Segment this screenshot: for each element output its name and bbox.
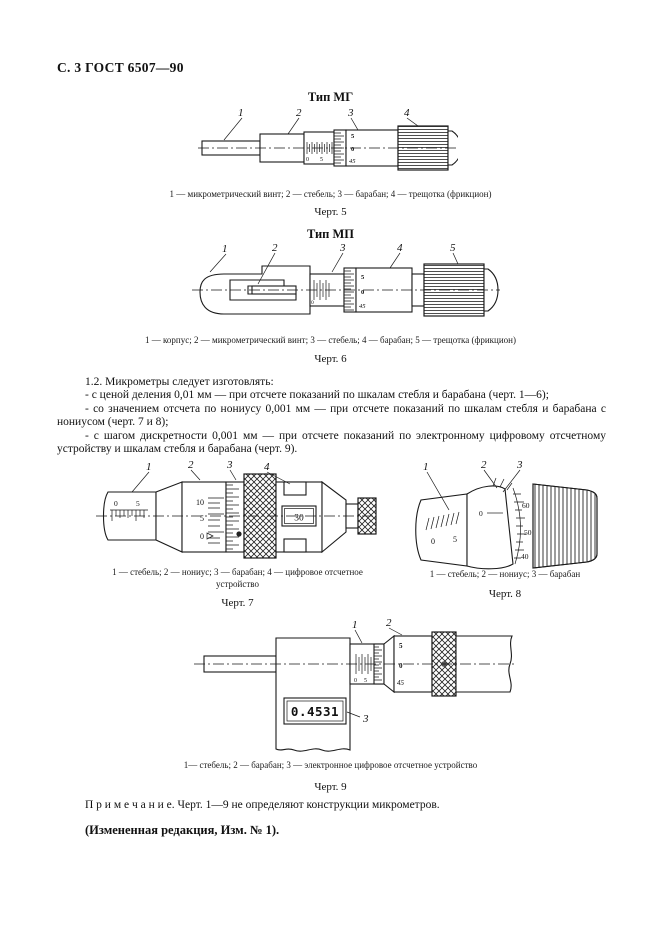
fig5-callout-4: 4 (404, 107, 410, 119)
fig7-label: Черт. 7 (221, 597, 254, 609)
fig7-cone-right (322, 482, 346, 552)
fig8-rim-zero: 0 (479, 509, 483, 518)
fig5-callout-1: 1 (238, 107, 244, 119)
fig6-label: Черт. 6 (314, 353, 347, 365)
fig5-callout-3: 3 (348, 107, 354, 119)
fig6-callout-3: 3 (340, 242, 346, 254)
fig6-caption: 1 — корпус; 2 — микрометрический винт; 3 — стебель; 4 — барабан; 5 — трещотка (фрикцион) (145, 335, 516, 345)
fig5-barrel-45: 45 (349, 158, 356, 165)
clause-item-2: - со значением отсчета по нониусу 0,001 мм — при отсчете показаний по шкалам стебля и барабана с нониусом (черт. 7 и 8); (57, 402, 606, 429)
fig8-stem (416, 494, 467, 566)
fig7-stem-zero: 0 (114, 499, 118, 508)
fig8-rim-60: 60 (522, 501, 530, 510)
note-text: П р и м е ч а н и е. Черт. 1—9 не определяют конструкции микрометров. (85, 799, 440, 811)
fig7-drawing (92, 458, 377, 566)
fig7-stem-five: 5 (136, 499, 140, 508)
fig6-stem-zero: 0 (311, 300, 314, 306)
fig5-barrel-5: 5 (351, 133, 355, 140)
fig9-display-value: 0.4531 (290, 704, 340, 719)
fig7-callout-1: 1 (146, 461, 152, 473)
fig9-housing (276, 638, 350, 751)
fig7-vernier-0: 0 (200, 532, 204, 541)
fig8-callout-3: 3 (517, 459, 523, 471)
fig6-drawing (192, 240, 502, 334)
fig7-cone (156, 482, 182, 552)
clause-item-3: - с шагом дискретности 0,001 мм — при отсчете показаний по электронному цифровому отсчетному устройству и шкалам стебля и барабана (черт. 9). (57, 429, 606, 456)
fig8-rim-40: 40 (521, 552, 529, 561)
fig8-caption: 1 — стебель; 2 — нониус; 3 — барабан (429, 569, 581, 579)
fig9-stem-five: 5 (364, 678, 367, 684)
fig6-callout-1: 1 (222, 243, 228, 255)
fig8-stem-five: 5 (453, 535, 457, 544)
fig8-callout-1: 1 (423, 461, 429, 473)
fig9-label: Черт. 9 (314, 781, 347, 793)
fig9-drawing (190, 616, 520, 756)
amendment-text: (Измененная редакция, Изм. № 1). (85, 823, 280, 837)
fig6-callout-2: 2 (272, 242, 278, 254)
fig8-vernier-disc (467, 486, 513, 569)
fig7-callout-4: 4 (264, 461, 270, 473)
fig5-callout-2: 2 (296, 107, 302, 119)
fig6-barrel-45: 45 (359, 303, 366, 310)
fig7-notch-top (284, 482, 306, 495)
fig9-barrel-45: 45 (397, 679, 404, 687)
fig9-barrel-0: 0 (399, 662, 403, 670)
fig7-callout-2: 2 (188, 459, 194, 471)
fig6-callout-4: 4 (397, 242, 403, 254)
fig6-barrel-0: 0 (361, 289, 365, 296)
fig5-title: Тип МГ (307, 90, 354, 104)
fig7-barrel-dot (236, 531, 241, 536)
fig7-counter-value: 30 (294, 513, 304, 524)
fig6-barrel-5: 5 (361, 274, 365, 281)
fig9-stem-zero: 0 (354, 678, 357, 684)
fig6-callout-5: 5 (450, 242, 456, 254)
fig8-drawing (405, 458, 605, 574)
fig8-drum-knurl (533, 484, 597, 568)
fig7-vernier-5: 5 (200, 514, 204, 523)
fig7-notch-bottom (284, 539, 306, 552)
fig7-caption: 1 — стебель; 2 — нониус; 3 — барабан; 4 — цифровое отсчетное устройство (112, 567, 363, 589)
fig5-label: Черт. 5 (314, 206, 347, 218)
page-header: С. 3 ГОСТ 6507—90 (57, 60, 184, 75)
fig5-stem-zero: 0 (306, 157, 309, 163)
fig5-barrel-0: 0 (351, 146, 355, 153)
fig9-caption: 1— стебель; 2 — барабан; 3 — электронное цифровое отсчетное устройство (183, 760, 478, 770)
fig9-barrel-5: 5 (399, 642, 403, 650)
fig5-caption: 1 — микрометрический винт; 2 — стебель; 3 — барабан; 4 — трещотка (фрикцион) (169, 189, 492, 199)
fig6-title: Тип МП (306, 227, 355, 241)
fig9-callout-1: 1 (352, 619, 358, 631)
fig7-vernier-10: 10 (196, 498, 204, 507)
clause-intro: 1.2. Микрометры следует изготовлять: (85, 376, 274, 388)
fig7-callout-3: 3 (227, 459, 233, 471)
fig5-stem-five: 5 (320, 157, 323, 163)
fig8-rim-50: 50 (524, 528, 532, 537)
fig8-label: Черт. 8 (488, 588, 522, 600)
clause-1-2 (57, 376, 606, 456)
fig7-vernier-body (182, 482, 226, 552)
fig9-callout-3: 3 (363, 713, 369, 725)
fig8-callout-2: 2 (481, 459, 487, 471)
fig8-stem-zero: 0 (431, 537, 435, 546)
clause-item-1: - с ценой деления 0,01 мм — при отсчете показаний по шкалам стебля и барабана (черт. 1—6); (85, 389, 549, 402)
fig9-callout-2: 2 (386, 617, 392, 629)
fig5-drawing (198, 104, 458, 188)
